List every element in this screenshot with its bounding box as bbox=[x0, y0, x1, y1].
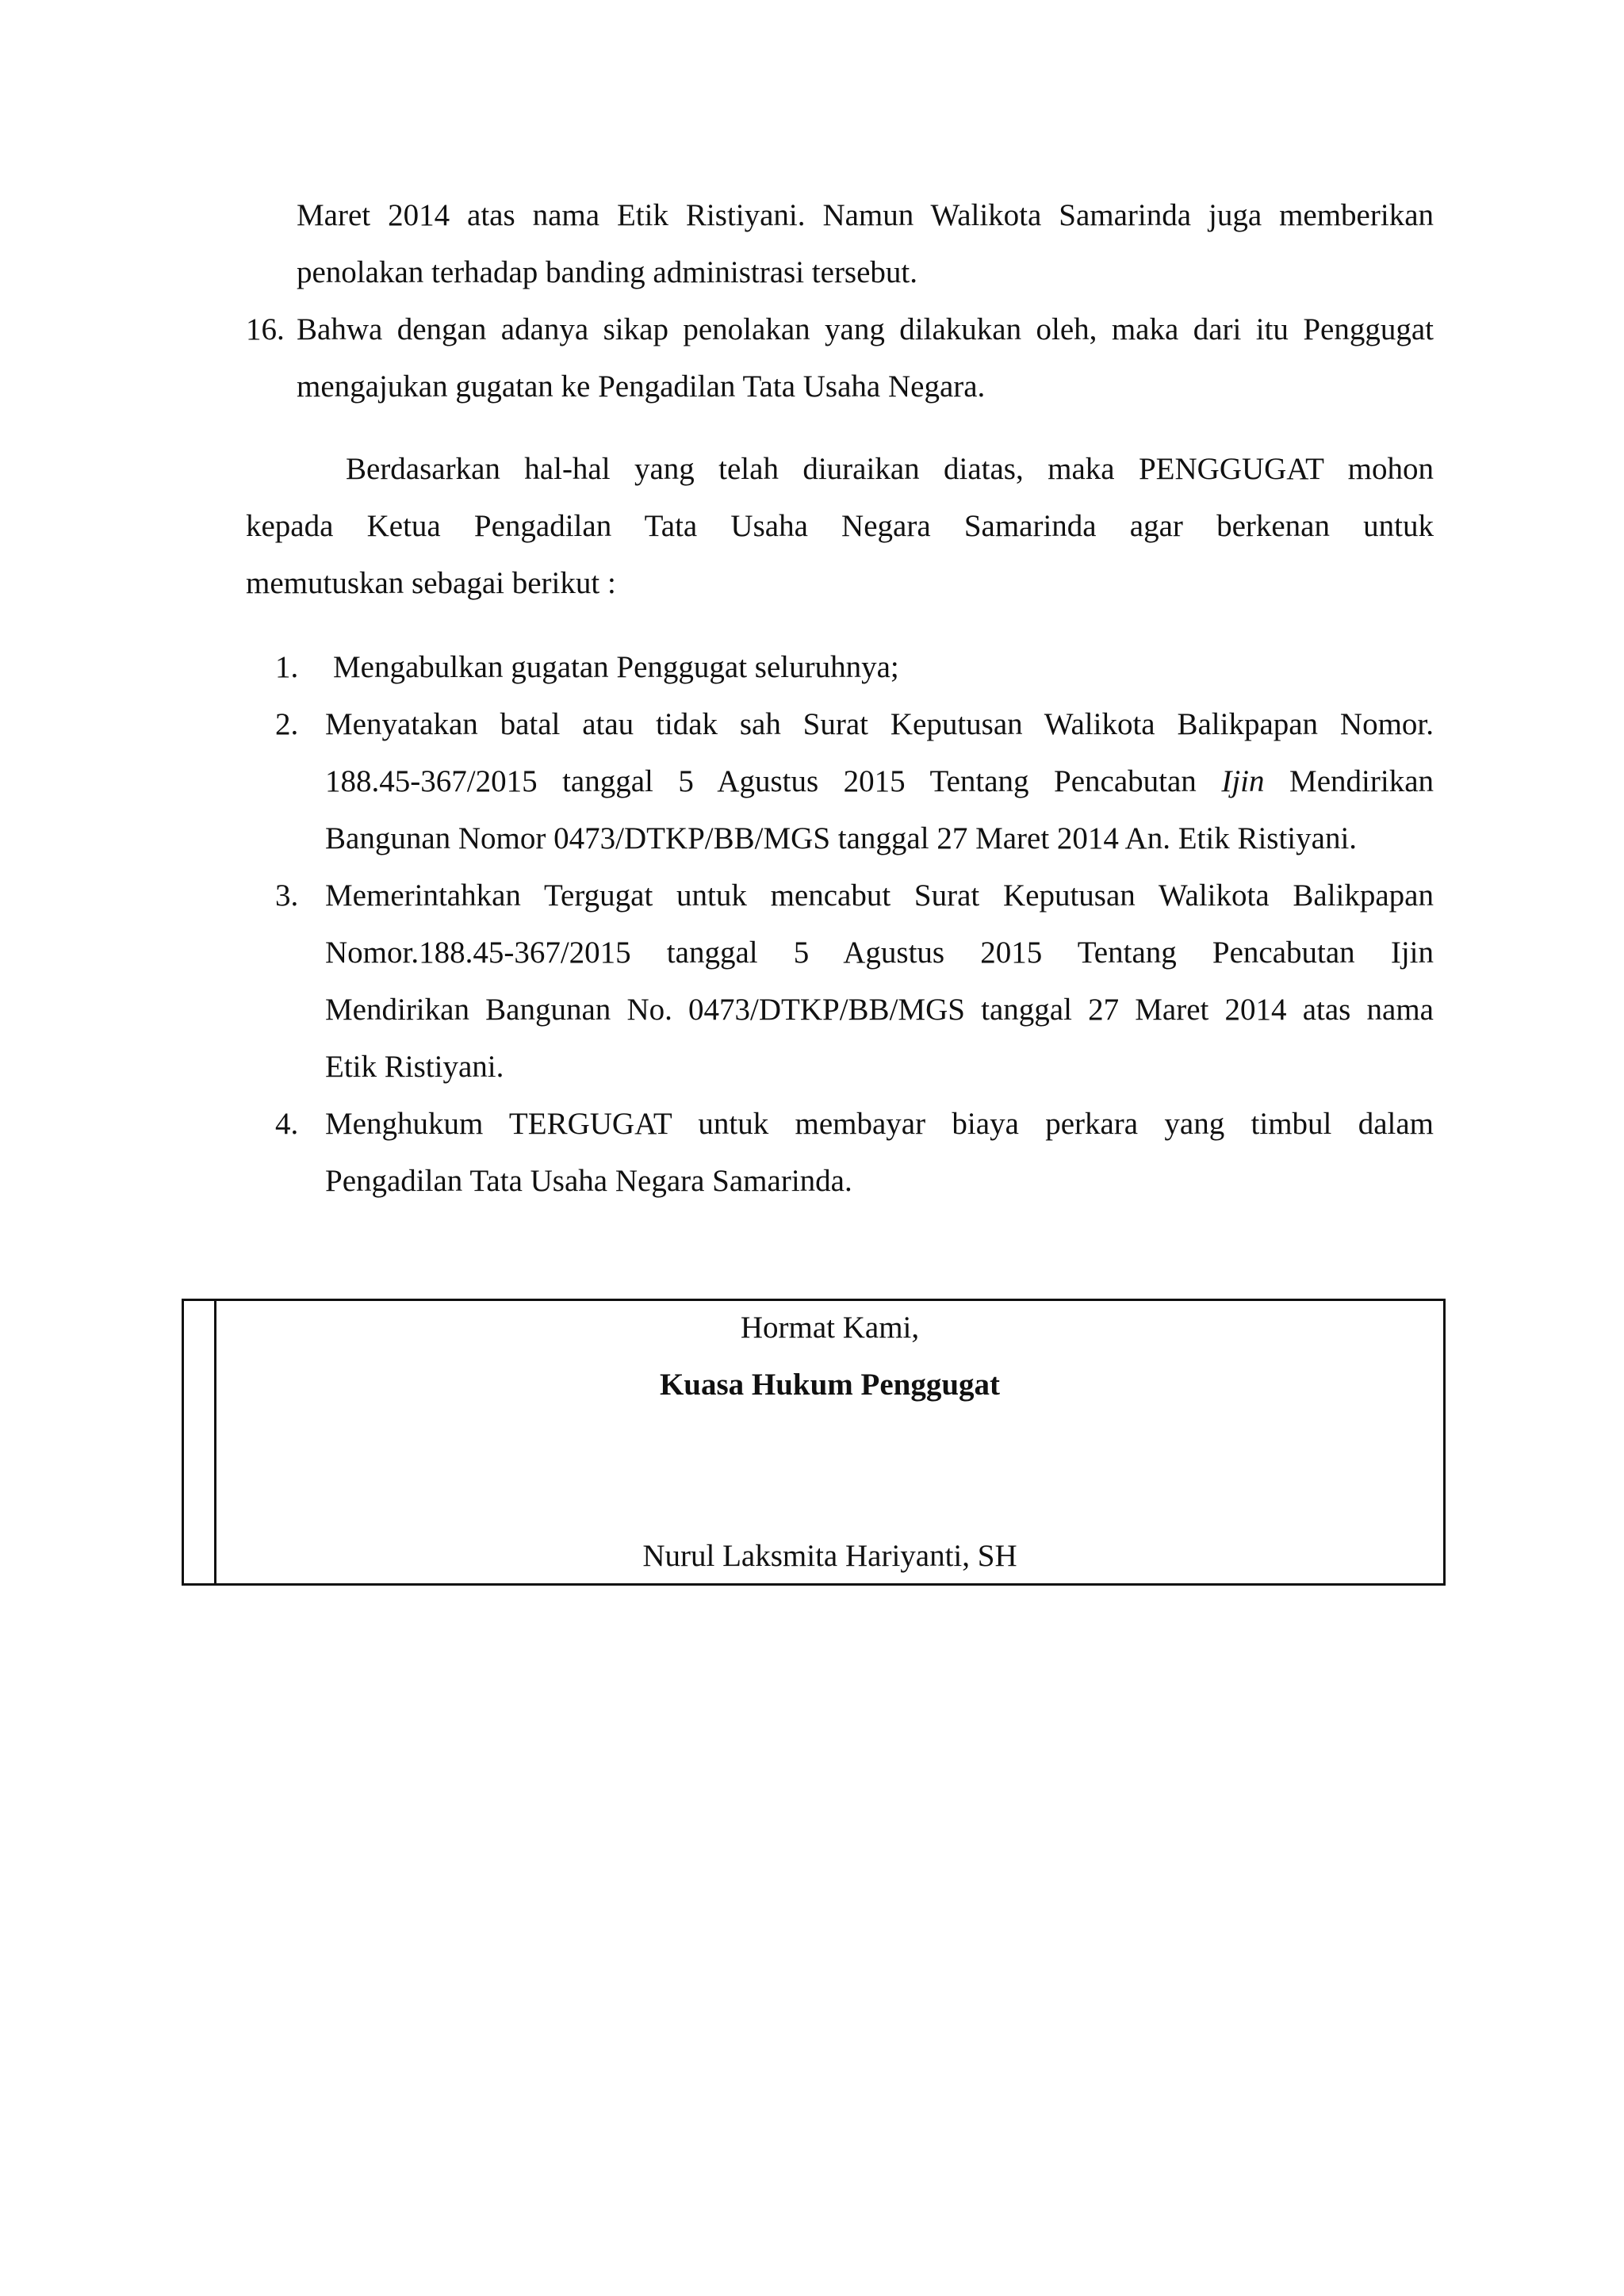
list-number: 16. bbox=[246, 312, 285, 346]
text-line: Memerintahkan Tergugat untuk mencabut Surat Keputusan Walikota Balikpapan bbox=[325, 878, 1434, 913]
text-line: Menghukum TERGUGAT untuk membayar biaya perkara yang timbul dalam bbox=[325, 1107, 1434, 1141]
text-line: memutuskan sebagai berikut : bbox=[246, 566, 616, 600]
text-line: Maret 2014 atas nama Etik Ristiyani. Namun Walikota Samarinda juga memberikan bbox=[297, 198, 1434, 232]
text-line: Berdasarkan hal-hal yang telah diuraikan diatas, maka PENGGUGAT mohon bbox=[346, 452, 1434, 486]
text-segment: 188.45-367/2015 tanggal 5 Agustus 2015 Tentang Pencabutan bbox=[325, 764, 1197, 798]
text-line: Mengabulkan gugatan Penggugat seluruhnya; bbox=[333, 650, 899, 684]
signatory-role: Kuasa Hukum Penggugat bbox=[659, 1368, 1001, 1402]
list-number: 4. bbox=[275, 1107, 299, 1141]
text-line: kepada Ketua Pengadilan Tata Usaha Negara Samarinda agar berkenan untuk bbox=[246, 509, 1434, 543]
petitum-item-3 bbox=[325, 867, 1434, 1096]
previous-item-continuation bbox=[297, 187, 1434, 301]
petitum-item-2 bbox=[325, 696, 1434, 867]
text-line: mengajukan gugatan ke Pengadilan Tata Usaha Negara. bbox=[297, 369, 986, 404]
text-line: Etik Ristiyani. bbox=[325, 1050, 504, 1084]
petitum-item-1 bbox=[333, 639, 1434, 696]
list-number: 3. bbox=[275, 878, 299, 913]
closing-salutation: Hormat Kami, bbox=[740, 1311, 920, 1345]
text-line: Bahwa dengan adanya sikap penolakan yang dilakukan oleh, maka dari itu Penggugat bbox=[297, 312, 1434, 346]
signature-box bbox=[182, 1299, 1446, 1586]
list-number: 2. bbox=[275, 707, 299, 741]
italic-term: Ijin bbox=[1221, 764, 1265, 798]
text-segment: Mendirikan bbox=[1289, 764, 1434, 798]
text-line: penolakan terhadap banding administrasi tersebut. bbox=[297, 255, 918, 289]
signatory-name: Nurul Laksmita Hariyanti, SH bbox=[642, 1539, 1017, 1573]
list-number: 1. bbox=[275, 650, 299, 684]
text-line: Nomor.188.45-367/2015 tanggal 5 Agustus 2015 Tentang Pencabutan Ijin bbox=[325, 936, 1434, 970]
conclusion-paragraph bbox=[246, 441, 1434, 612]
list-item-text bbox=[297, 301, 1434, 415]
text-line: Bangunan Nomor 0473/DTKP/BB/MGS tanggal 27 Maret 2014 An. Etik Ristiyani. bbox=[325, 821, 1358, 855]
text-line: Pengadilan Tata Usaha Negara Samarinda. bbox=[325, 1164, 852, 1198]
text-line bbox=[325, 753, 1434, 810]
text-line: Menyatakan batal atau tidak sah Surat Keputusan Walikota Balikpapan Nomor. bbox=[325, 707, 1434, 741]
petitum-item-4 bbox=[325, 1096, 1434, 1210]
text-line: Mendirikan Bangunan No. 0473/DTKP/BB/MGS tanggal 27 Maret 2014 atas nama bbox=[325, 993, 1434, 1027]
